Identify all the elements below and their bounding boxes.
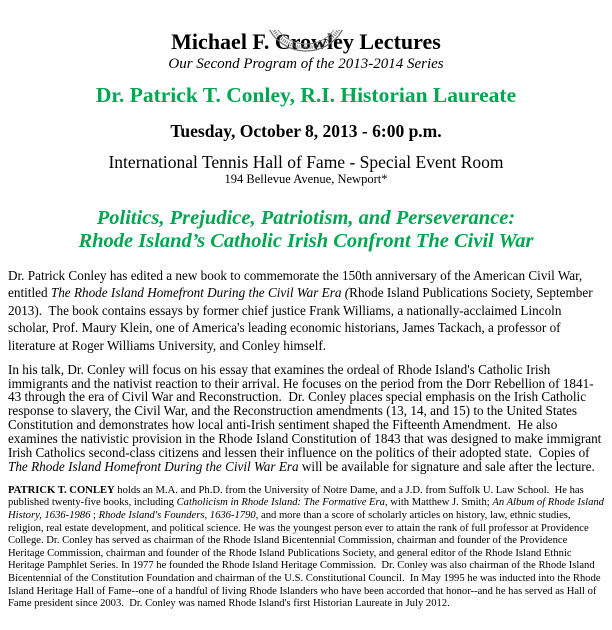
series-subtitle: Our Second Program of the 2013-2014 Series [168, 56, 444, 73]
paragraph-speaker-bio: PATRICK T. CONLEY holds an M.A. and Ph.D. from the University of Notre Dame, and a J.D. from Suffolk U. Law School. He has published twenty-five books, including Catholicism in Rhode Island: The Formative Era, with Matthew J. Smith; An Album of Rhode Island History, 1636-1986 ; Rhode Island's Founders, 1636-1790, and more than a score of scholarly articles on history, law, ethnic studies, religion, real estate development, and political science. He was the youngest person ever to attain the rank of full professor at Providence College. Dr. Conley has served as chairman of the Rhode Island Bicentennial Commission, chairman and founder of the Providence Heritage Commission, chairman and founder of the Rhode Island Publications Society, and general editor of the Rhode Island Ethnic Heritage Pamphlet Series. In 1977 he founded the Rhode Island Heritage Commission. Dr. Conley was also chairman of the Rhode Island Bicentennial of the Constitution Foundation and chairman of the U.S. Constitutional Council. In May 1995 he was inducted into the Rhode Island Heritage Hall of Fame--one of a handful of living Rhode Islanders who have been accorded that honor--and he has served as Hall of Fame president since 2003. Dr. Conley was named Rhode Island's first Historian Laureate in July 2012. [8, 484, 610, 610]
lecture-title-line1: Politics, Prejudice, Patriotism, and Perseverance: [96, 206, 516, 229]
seal-svg [251, 30, 361, 53]
paragraph-talk-description: In his talk, Dr. Conley will focus on his essay that examines the ordeal of Rhode Island's Catholic Irish immigrants and the nativist reaction to their arrival. He focuses on the period from the Dorr Rebellion of 1841-43 through the era of Civil War and Reconstruction. Dr. Conley places special emphasis on the Irish Catholic response to slavery, the Civil War, and the Reconstruction amendments (13, 14, and 15) to the United States Constitution and demonstrates how local anti-Irish sentiment shaped the Fifteenth Amendment. He also examines the nativistic provision in the Rhode Island Constitution of 1843 that was designed to make immigrant Irish Catholics second-class citizens and lessen their influence on the politics of their adopted state. Copies of The Rhode Island Homefront During the Civil War Era will be available for signature and sale after the lecture. [8, 361, 605, 474]
lecture-flyer-page [0, 30, 612, 630]
event-datetime: Tuesday, October 8, 2013 - 6:00 p.m. [170, 121, 442, 142]
paragraph-book-announcement: Dr. Patrick Conley has edited a new book to commemorate the 150th anniversary of the American Civil War, entitled The Rhode Island Homefront During the Civil War Era (Rhode Island Publications Society, September 2013). The book contains essays by former chief justice Frank Williams, a nationally-acclaimed Lincoln scholar, Prof. Maury Klein, one of America's leading economic historians, James Tackach, a professor of literature at Roger Williams University, and Conley himself. [8, 267, 596, 354]
event-venue: International Tennis Hall of Fame - Special Event Room [108, 151, 504, 172]
lecture-title [0, 207, 612, 254]
page-title: Michael F. Crowley Lectures [171, 29, 441, 54]
event-address: 194 Bellevue Avenue, Newport* [224, 171, 388, 186]
speaker-name: Dr. Patrick T. Conley, R.I. Historian Laureate [95, 82, 517, 107]
lecture-title-line2: Rhode Island’s Catholic Irish Confront The Civil War [78, 230, 534, 253]
organization-seal-icon [251, 30, 361, 53]
